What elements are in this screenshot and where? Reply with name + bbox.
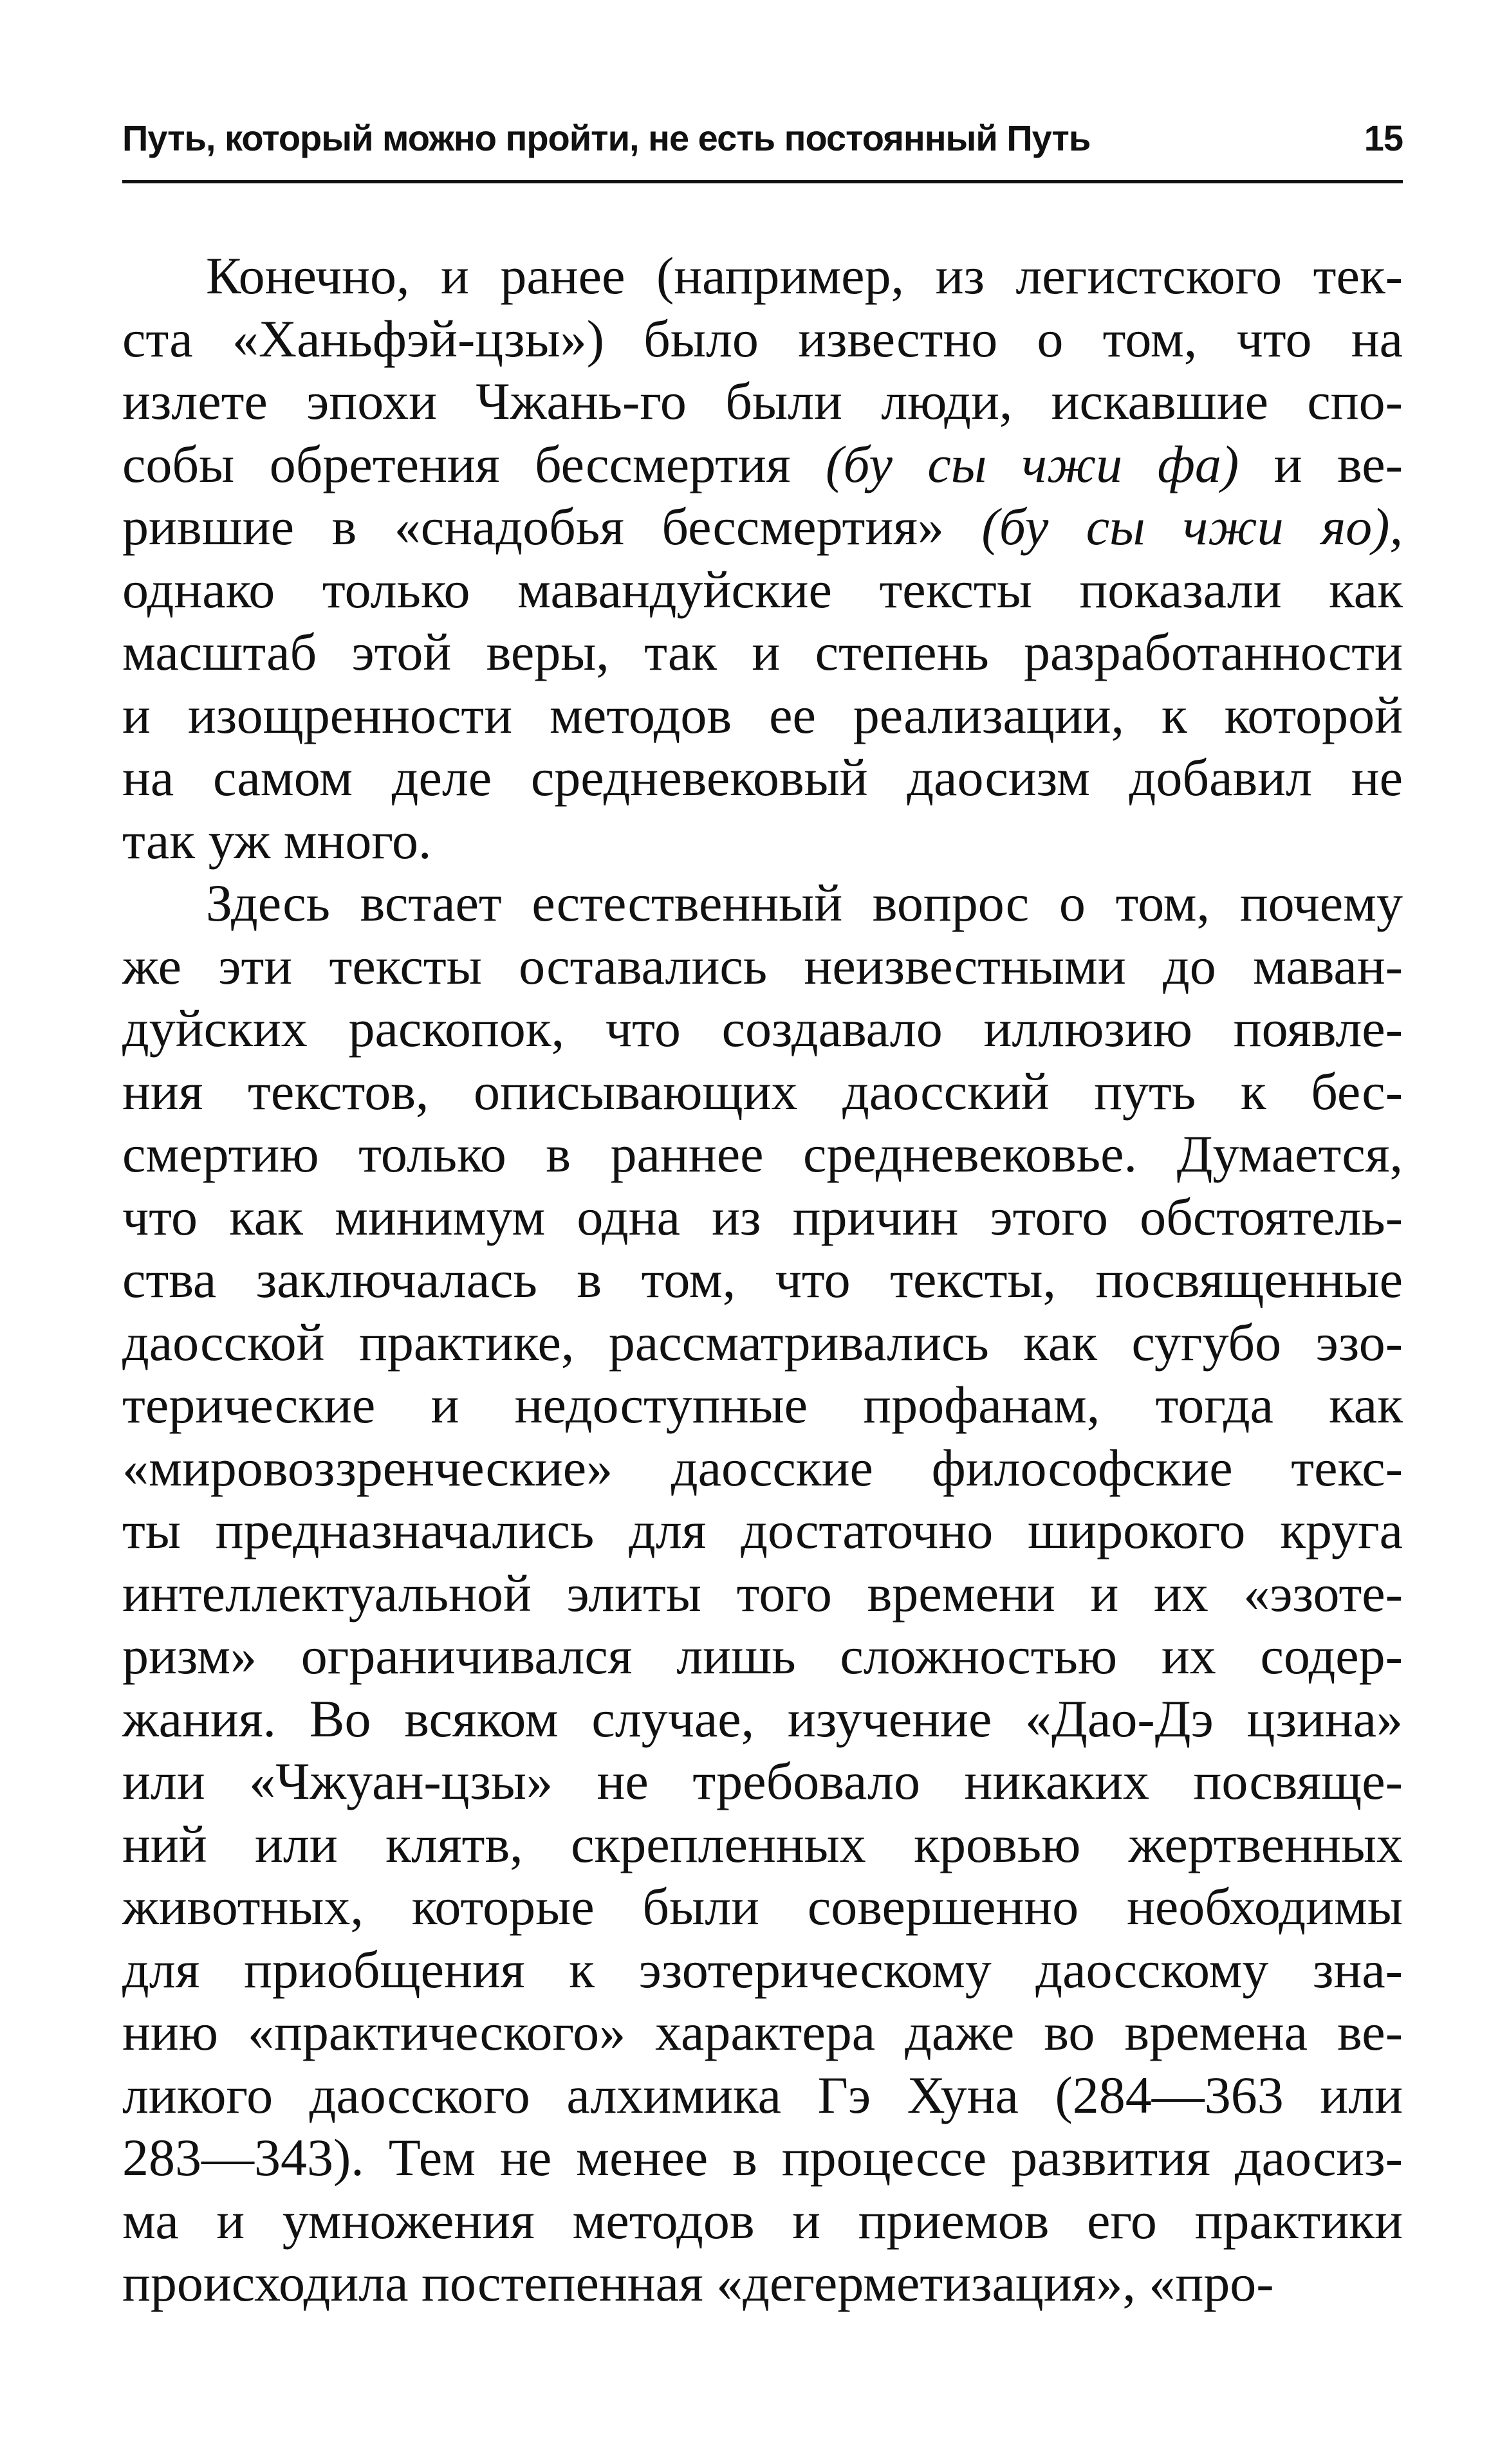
text-segment: для приобщения к эзотерическому даосскому зна- xyxy=(122,1940,1403,1999)
text-segment: животных, которые были совершенно необходимы xyxy=(122,1877,1403,1936)
text-segment: ты предназначались для достаточно широкого круга xyxy=(122,1501,1403,1559)
text-segment: терические и недоступные профанам, тогда как xyxy=(122,1375,1403,1434)
text-line xyxy=(122,621,1403,684)
text-segment: так уж много. xyxy=(122,811,432,870)
text-line xyxy=(122,2252,1403,2315)
text-line xyxy=(122,244,1403,308)
text-segment: ма и умножения методов и приемов его практики xyxy=(122,2191,1403,2250)
text-segment: Здесь встает естественный вопрос о том, почему xyxy=(206,874,1403,932)
text-line xyxy=(122,558,1403,621)
text-segment: ризм» ограничивался лишь сложностью их содер- xyxy=(122,1626,1403,1685)
text-segment: ства заключалась в том, что тексты, посвященные xyxy=(122,1250,1403,1309)
text-line xyxy=(122,1750,1403,1813)
text-segment: масштаб этой веры, так и степень разработанности xyxy=(122,623,1403,681)
text-line xyxy=(122,1186,1403,1249)
text-segment: и изощренности методов ее реализации, к которой xyxy=(122,685,1403,744)
text-segment: что как минимум одна из причин этого обстоятель- xyxy=(122,1187,1403,1246)
text-line xyxy=(122,684,1403,747)
text-segment: «мировоззренческие» даосские философские текс- xyxy=(122,1438,1403,1497)
paragraph xyxy=(122,872,1403,2315)
text-segment: интеллектуальной элиты того времени и их «эзоте- xyxy=(122,1563,1403,1623)
text-line xyxy=(122,1499,1403,1562)
text-segment: рившие в «снадобья бессмертия» xyxy=(122,497,982,556)
text-line xyxy=(122,495,1403,558)
text-segment: ликого даосского алхимика Гэ Хуна (284—363 или xyxy=(122,2065,1403,2124)
text-segment: ний или клятв, скрепленных кровью жертвенных xyxy=(122,1814,1403,1873)
text-line xyxy=(122,1875,1403,1938)
text-line xyxy=(122,1813,1403,1876)
text-line xyxy=(122,2189,1403,2252)
text-line xyxy=(122,1687,1403,1751)
text-line xyxy=(122,2001,1403,2064)
text-line xyxy=(122,2126,1403,2189)
text-segment: ста «Ханьфэй-цзы») было известно о том, что на xyxy=(122,309,1403,368)
text-line xyxy=(122,809,1403,872)
page-number: 15 xyxy=(1364,118,1403,158)
text-segment: ния текстов, описывающих даосский путь к бес- xyxy=(122,1062,1403,1121)
text-line xyxy=(122,1060,1403,1123)
text-segment: излете эпохи Чжань-го были люди, искавшие спо- xyxy=(122,372,1403,430)
text-line xyxy=(122,308,1403,371)
text-line xyxy=(122,1311,1403,1374)
text-line xyxy=(122,370,1403,433)
text-line xyxy=(122,1374,1403,1437)
italic-transliteration: (бу сы чжи фа) xyxy=(826,434,1239,493)
text-line xyxy=(122,935,1403,998)
text-segment: и ве- xyxy=(1239,434,1403,493)
text-line xyxy=(122,1123,1403,1186)
text-segment: происходила постепенная «дегерметизация», «про- xyxy=(122,2254,1274,2312)
text-segment: однако только мавандуйские тексты показали как xyxy=(122,560,1403,619)
italic-transliteration: (бу сы чжи яо), xyxy=(981,497,1403,556)
text-line xyxy=(122,1437,1403,1500)
text-segment: жания. Во всяком случае, изучение «Дао-Дэ цзина» xyxy=(122,1689,1403,1748)
text-line xyxy=(122,1248,1403,1311)
text-line xyxy=(122,746,1403,809)
text-line xyxy=(122,433,1403,496)
text-segment: дуйских раскопок, что создавало иллюзию появле- xyxy=(122,999,1403,1058)
text-segment: же эти тексты оставались неизвестными до маван- xyxy=(122,936,1403,995)
running-title: Путь, который можно пройти, не есть постоянный Путь xyxy=(122,118,1091,158)
text-line xyxy=(122,1562,1403,1625)
text-segment: на самом деле средневековый даосизм добавил не xyxy=(122,748,1403,807)
page-header xyxy=(122,97,1403,183)
text-segment: собы обретения бессмертия xyxy=(122,434,826,493)
text-segment: смертию только в раннее средневековье. Думается, xyxy=(122,1125,1403,1183)
text-line xyxy=(122,1938,1403,2001)
text-line xyxy=(122,872,1403,935)
text-line xyxy=(122,1624,1403,1687)
text-segment: даосской практике, рассматривались как сугубо эзо- xyxy=(122,1312,1403,1372)
text-segment: нию «практического» характера даже во времена ве- xyxy=(122,2003,1403,2061)
text-segment: Конечно, и ранее (например, из легистского тек- xyxy=(206,246,1403,305)
text-segment: 283—343). Тем не менее в процессе развития даосиз- xyxy=(122,2128,1403,2187)
body-text xyxy=(122,244,1403,2315)
text-line xyxy=(122,997,1403,1060)
text-segment: или «Чжуан-цзы» не требовало никаких посвяще- xyxy=(122,1752,1403,1810)
paragraph xyxy=(122,244,1403,872)
text-line xyxy=(122,2064,1403,2127)
